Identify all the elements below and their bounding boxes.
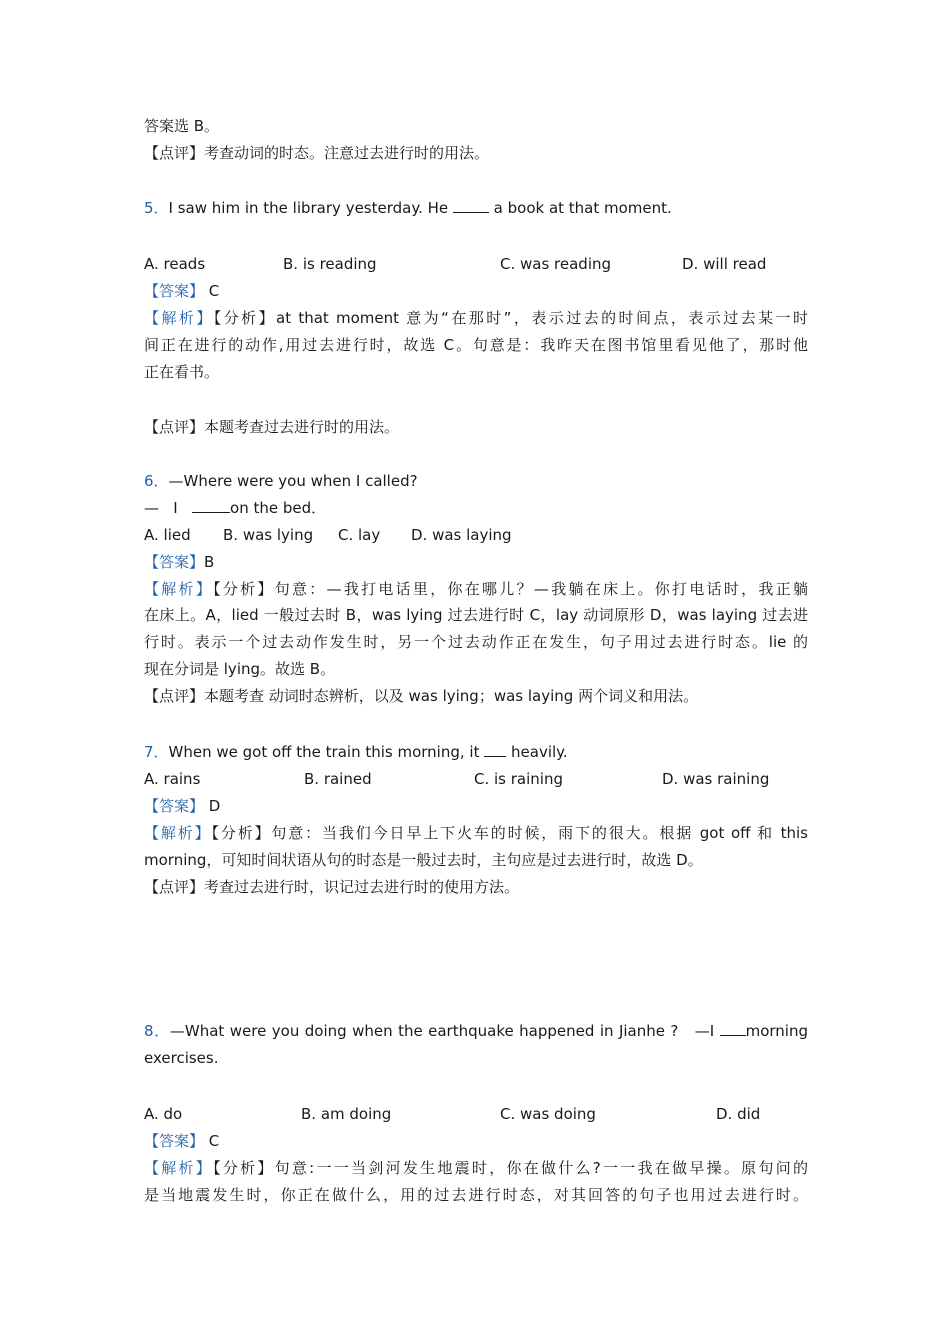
option-a: A. do [144,1105,183,1123]
question-6-stem: 6．—Where were you when I called? [144,472,418,490]
answer-blank [484,742,506,757]
answer-label: 【答案】 [144,797,205,815]
review-line: 【点评】考查动词的时态。注意过去进行时的用法。 [144,144,490,162]
option-c: C. lay [338,526,381,544]
option-b: B. was lying [223,526,314,544]
question-6-stem-line2: — I on the bed． [144,499,327,517]
answer-value: D [208,797,221,815]
analysis-label: 【解析】 [144,309,214,327]
question-8-stem: 8．—What were you doing when the earthquake happened in Jianhe ? —I morning [144,1022,808,1040]
analysis-label: 【解析】 [144,1159,214,1177]
question-number: 6． [144,472,169,490]
question-7-stem: 7．When we got off the train this morning, it heavily. [144,743,568,761]
option-d: D. did [716,1105,761,1123]
answer-label: 【答案】 [144,282,205,300]
option-a: A. rains [144,770,201,788]
question-6-review: 【点评】本题考查 动词时态辨析，以及 was lying；was laying 两个词义和用法。 [144,687,699,705]
option-b: B. is reading [283,255,377,273]
answer-blank [453,198,489,213]
answer-value: C [208,1132,220,1150]
question-number: 7． [144,743,169,761]
answer-blank [192,498,230,513]
option-d: D. will read [682,255,767,273]
option-c: C. is raining [474,770,563,788]
answer-label: 【答案】 [144,1132,205,1150]
question-5-analysis-line: 【解析】【分析】at that moment 意为“在那时”，表示过去的时间点，表示过去某一时 [144,309,808,327]
question-6-analysis-line: 行时。表示一个过去动作发生时，另一个过去动作正在发生，句子用过去进行时态。lie 的 [144,633,808,651]
question-5-stem: 5．I saw him in the library yesterday. He a book at that moment. [144,199,672,217]
option-d: D. was raining [662,770,770,788]
question-5-analysis-line: 间正在进行的动作,用过去进行时，故选 C。句意是：我昨天在图书馆里看见他了，那时他 [144,336,808,354]
question-5-review: 【点评】本题考查过去进行时的用法。 [144,418,400,436]
option-b: B. rained [304,770,372,788]
question-7-analysis-line: 【解析】【分析】句意：当我们今日早上下火车的时候，雨下的很大。根据 got off 和 this [144,824,808,842]
option-a: A. lied [144,526,191,544]
answer-label: 【答案】 [144,553,205,571]
question-6-analysis-line: 【解析】【分析】句意：—我打电话里，你在哪儿？—我躺在床上。你打电话时，我正躺 [144,580,808,598]
question-6-analysis-line: 在床上。A，lied 一般过去时 B，was lying 过去进行时 C，lay 动词原形 D，was laying 过去进 [144,606,808,624]
analysis-label: 【解析】 [144,580,214,598]
question-8-analysis-line: 【解析】【分析】句意:一一当剑河发生地震时，你在做什么?一一我在做早操。原句问的 [144,1159,808,1177]
option-c: C. was reading [500,255,612,273]
question-5-analysis-line: 正在看书。 [144,363,220,381]
question-number: 5． [144,199,169,217]
question-8-answer [144,1131,808,1151]
question-7-review: 【点评】考查过去进行时，识记过去进行时的使用方法。 [144,878,520,896]
question-8-analysis-line: 是当地震发生时，你正在做什么，用的过去进行时态，对其回答的句子也用过去进行时。 [144,1186,808,1204]
answer-line: 答案选 B。 [144,117,220,135]
answer-blank [720,1021,746,1036]
question-7-answer [144,796,808,816]
option-c: C. was doing [500,1105,596,1123]
question-7-analysis-line: morning，可知时间状语从句的时态是一般过去时，主句应是过去进行时，故选 D。 [144,851,703,869]
question-6-analysis-line: 现在分词是 lying。故选 B。 [144,660,336,678]
option-d: D. was laying [411,526,512,544]
question-5-answer [144,281,808,301]
question-number: 8． [144,1022,170,1040]
option-a: A. reads [144,255,206,273]
answer-value: C [208,282,220,300]
analysis-label: 【解析】 [144,824,212,842]
option-b: B. am doing [301,1105,392,1123]
question-8-stem-line2: exercises. [144,1049,219,1067]
question-6-answer [144,552,808,572]
answer-value: B [204,553,215,571]
